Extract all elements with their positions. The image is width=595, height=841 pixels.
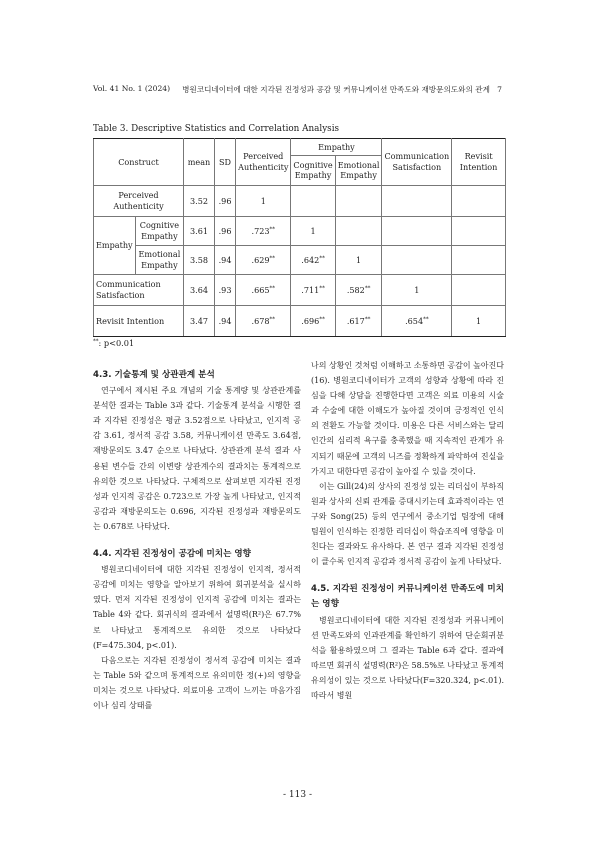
row-label: Revisit Intention (94, 306, 184, 337)
section-heading: 4.5. 지각된 진정성이 커뮤니케이션 만족도에 미치는 영향 (311, 584, 504, 610)
cell-corr: 1 (291, 217, 335, 246)
cell-mean: 3.47 (184, 306, 215, 337)
table-row (94, 217, 506, 246)
left-column (93, 368, 301, 713)
table-row (94, 186, 506, 217)
th-empathy: Empathy (291, 139, 382, 156)
table-row (94, 306, 506, 337)
paragraph: 병원코디네이터에 대한 지각된 진정성이 인지적, 정서적 공감에 미치는 영향을 알아보기 위하여 회귀분석을 실시하였다. 먼저 지각된 진정성이 인지적 공감에 미치는 결과는 Table 4와 같다. 회귀식의 결과에서 설명력(R²)은 67.7%로 나타났고 통계적으로 유의한 것으로 나타났다(F=475.304, p<.01). (93, 565, 301, 650)
table-row (94, 275, 506, 306)
cell-mean: 3.58 (184, 246, 215, 275)
table-caption: Table 3. Descriptive Statistics and Correlation Analysis (93, 124, 340, 134)
cell-corr: .711** (291, 275, 335, 306)
cell-corr: .696** (291, 306, 335, 337)
paragraph: 병원코디네이터에 대한 지각된 진정성과 커뮤니케이션 만족도와의 인과관계를 확인하기 위하여 단순회귀분석을 활용하였으며 그 결과는 Table 6과 같다. 결과에 따르면 회귀식 설명력(R²)은 58.5%로 나타났고 통계적 유의성이 있는 것으로 나타났다(F=320.324, p<.01). 따라서 병원 (311, 615, 504, 700)
th-sd: SD (214, 139, 235, 186)
cell-corr: .654** (382, 306, 452, 337)
correlation-table (93, 138, 506, 337)
th-mean: mean (184, 139, 215, 186)
cell-corr: .665** (236, 275, 291, 306)
cell-sd: .96 (214, 217, 235, 246)
cell-corr: 1 (335, 246, 382, 275)
paragraph: 다음으로는 지각된 진정성이 정서적 공감에 미치는 결과는 Table 5와 같으며 통계적으로 유의미한 정(+)의 영향을 미치는 것으로 나타났다. 의료미용 고객이 느끼는 마음가짐이나 심리 상태를 (93, 655, 301, 710)
cell-sd: .96 (214, 186, 235, 217)
paragraph: 이는 Gill(24)의 상사의 진정성 있는 리더십이 부하직원과 상사의 신뢰 관계를 증대시키는데 효과적이라는 연구와 Song(25) 등의 연구에서 중소기업 팀장에 대해 팀원이 인식하는 진정한 리더십이 학습조직에 영향을 미친다는 결과와도 유사하다. 본 연구 결과 지각된 진정성이 클수록 인지적 공감과 정서적 공감이 높게 나타났다. (311, 481, 504, 567)
cell-corr: 1 (236, 186, 291, 217)
table-note: **: p<0.01 (93, 338, 135, 348)
row-label: Emotional Empathy (135, 246, 183, 275)
section-heading: 4.3. 기술통계 및 상관관계 분석 (93, 370, 215, 380)
page-number: - 113 - (283, 790, 312, 800)
row-label: Perceived Authenticity (94, 186, 184, 217)
cell-corr: 1 (452, 306, 506, 337)
table-row (94, 246, 506, 275)
cell-corr: .723** (236, 217, 291, 246)
cell-corr: .629** (236, 246, 291, 275)
th-perceived-authenticity: Perceived Authenticity (236, 139, 291, 186)
cell-sd: .94 (214, 246, 235, 275)
th-construct: Construct (94, 139, 184, 186)
right-column (311, 358, 504, 703)
paragraph: 나의 상황인 것처럼 이해하고 소통하면 공감이 높아진다(16). 병원코디네이터가 고객의 성향과 상황에 따라 진심을 다해 상담을 진행한다면 고객은 의료 미용의 시술과 수술에 대한 이해도가 높아질 것이며 긍정적인 인식의 전환도 가능할 것이다. 미용은 다른 서비스와는 달리 인간의 심리적 욕구를 충족했을 때 지속적인 관계가 유지되기 때문에 고객의 니즈를 정확하게 파악하여 진실을 가지고 대한다면 공감이 높아질 수 있을 것이다. (311, 361, 504, 476)
cell-corr: .678** (236, 306, 291, 337)
th-communication-satisfaction: Communication Satisfaction (382, 139, 452, 186)
running-title: 병원코디네이터에 대한 지각된 진정성과 공감 및 커뮤니케이션 만족도와 재방문의도와의 관계 (182, 85, 490, 94)
row-label: Communication Satisfaction (94, 275, 184, 306)
journal-issue: Vol. 41 No. 1 (2024) (93, 84, 171, 93)
cell-corr: .642** (291, 246, 335, 275)
th-revisit-intention: Revisit Intention (452, 139, 506, 186)
header-right (182, 84, 502, 95)
header-page-number: 7 (497, 85, 502, 94)
cell-corr: 1 (382, 275, 452, 306)
section-heading: 4.4. 지각된 진정성이 공감에 미치는 영향 (93, 549, 251, 560)
table-header-row-1 (94, 139, 506, 156)
th-cognitive-empathy: Cognitive Empathy (291, 155, 335, 185)
cell-mean: 3.61 (184, 217, 215, 246)
cell-mean: 3.64 (184, 275, 215, 306)
row-group-empathy: Empathy (94, 217, 136, 275)
paragraph: 연구에서 제시된 주요 개념의 기술 통계량 및 상관관계를 분석한 결과는 Table 3과 같다. 기술통계 분석을 시행한 결과 지각된 진정성은 평균 3.52점으로 나타났고, 인지적 공감 3.61, 정서적 공감 3.58, 커뮤니케이션 만족도 3.64점, 재방문의도 3.47 순으로 나타났다. 상관관계 분석 결과 사용된 변수들 간의 이변량 상관계수의 결과치는 통계적으로 유의한 것으로 나타났다. 구체적으로 살펴보면 지각된 진정성과 인지적 공감은 0.723으로 가장 높게 나타났고, 인지적 공감과 재방문의도는 0.696, 지각된 진정성과 재방문의도는 0.678로 나타났다. (93, 386, 301, 531)
cell-corr: .582** (335, 275, 382, 306)
cell-mean: 3.52 (184, 186, 215, 217)
th-emotional-empathy: Emotional Empathy (335, 155, 382, 185)
cell-sd: .93 (214, 275, 235, 306)
cell-corr: .617** (335, 306, 382, 337)
row-label: Cognitive Empathy (135, 217, 183, 246)
cell-sd: .94 (214, 306, 235, 337)
